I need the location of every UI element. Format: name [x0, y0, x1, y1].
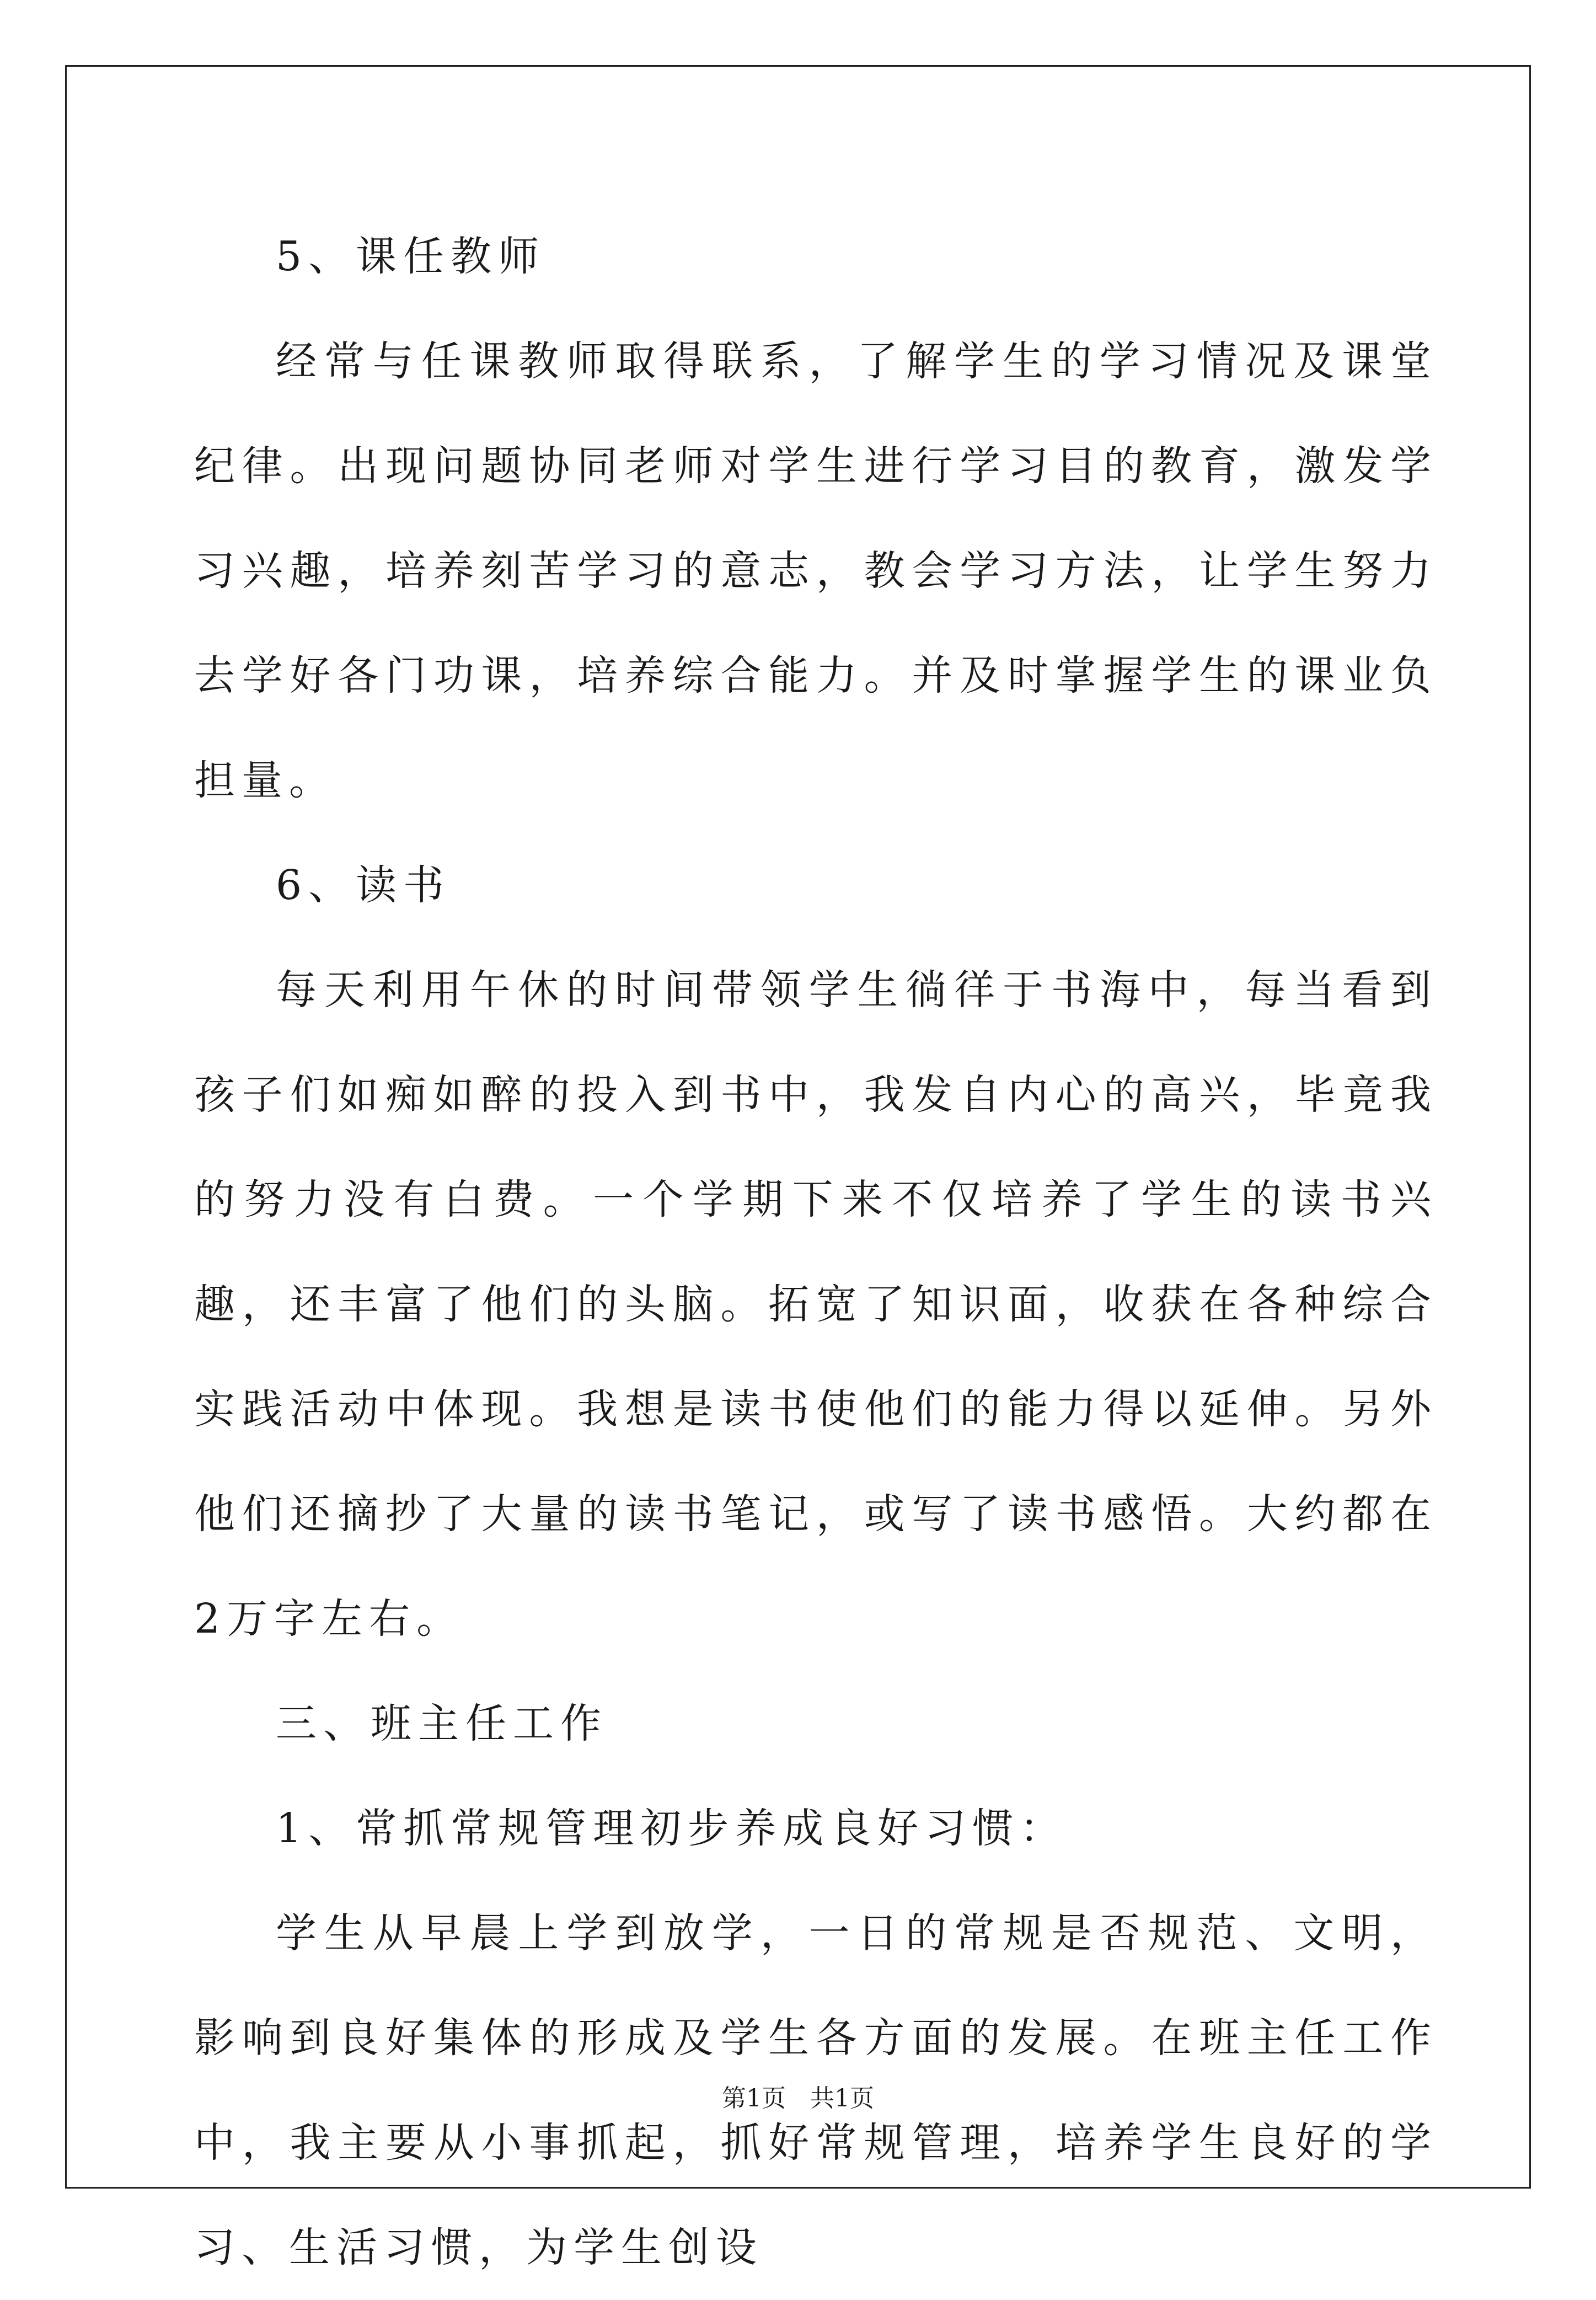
subheading-routine-management: 1、常抓常规管理初步养成良好习惯： — [276, 1805, 1068, 1852]
paragraph-reading: 每天利用午休的时间带领学生徜徉于书海中，每当看到孩子们如痴如醉的投入到书中，我发自内心的高兴，毕竟我的努力没有白费。一个学期下来不仅培养了学生的读书兴趣，还丰富了他们的头脑。拓宽了知识面，收获在各种综合实践活动中体现。我想是读书使他们的能力得以延伸。另外他们还摘抄了大量的读书笔记，或写了读书感悟。大约都在2万字左右。 — [194, 966, 1438, 1643]
section-heading-reading: 6、读书 — [276, 862, 451, 909]
page-footer: 第1页 共1页 — [722, 2084, 874, 2112]
section-heading-teachers: 5、课任教师 — [276, 233, 546, 280]
section-heading-class-teacher-work: 三、班主任工作 — [276, 1700, 608, 1747]
document-body — [194, 204, 1438, 2300]
paragraph-teachers: 经常与任课教师取得联系，了解学生的学习情况及课堂纪律。出现问题协同老师对学生进行学习目的教育，激发学习兴趣，培养刻苦学习的意志，教会学习方法，让学生努力去学好各门功课，培养综合能力。并及时掌握学生的课业负担量。 — [194, 338, 1438, 804]
paragraph-routine-management: 学生从早晨上学到放学，一日的常规是否规范、文明，影响到良好集体的形成及学生各方面的发展。在班主任工作中，我主要从小事抓起，抓好常规管理，培养学生良好的学习、生活习惯，为学生创设 — [194, 1909, 1438, 2271]
